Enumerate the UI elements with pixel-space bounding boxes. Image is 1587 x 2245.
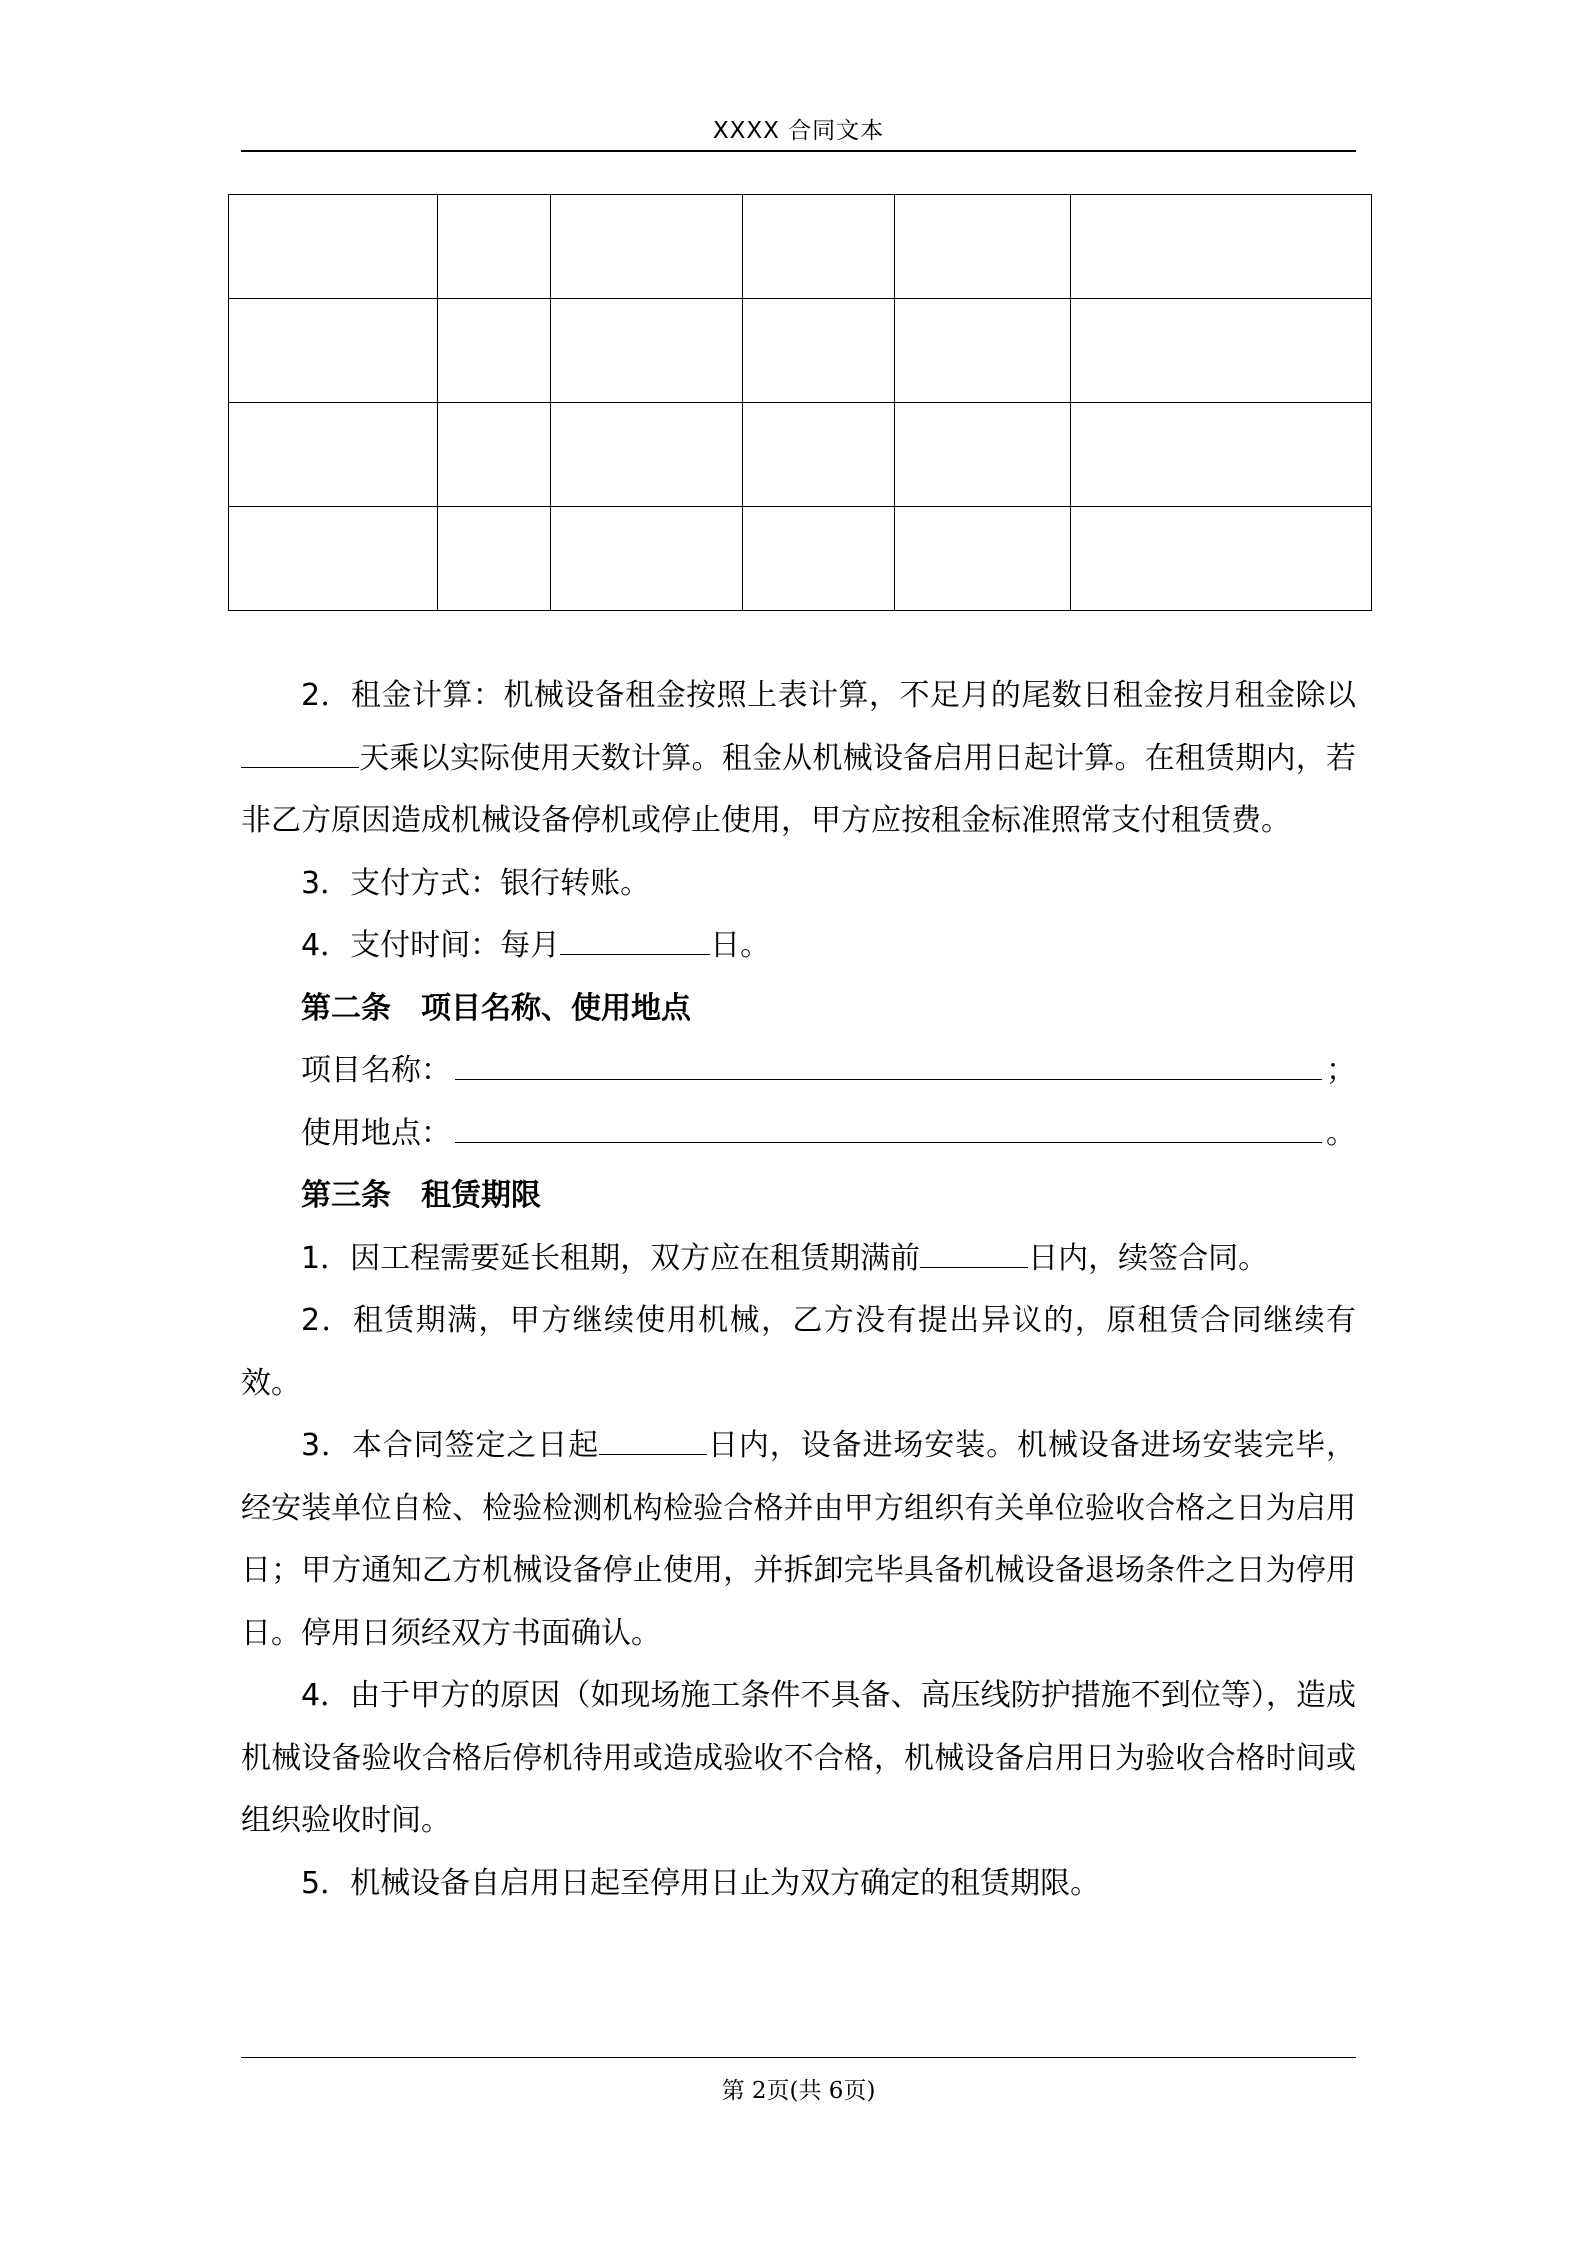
- page-header-title: XXXX 合同文本: [712, 118, 885, 144]
- table-cell: [438, 403, 551, 507]
- project-name-label: 项目名称：: [301, 1053, 451, 1088]
- renewal-days-blank[interactable]: [920, 1237, 1028, 1268]
- table-cell: [551, 403, 743, 507]
- rental-table: [228, 194, 1372, 611]
- lease-extension-text-a: 1．因工程需要延长租期，双方应在租赁期满前: [301, 1240, 921, 1276]
- table-cell: [551, 299, 743, 403]
- table-cell: [1071, 507, 1372, 611]
- days-divisor-blank[interactable]: [241, 737, 359, 768]
- table-cell: [743, 507, 895, 611]
- project-name-blank[interactable]: [455, 1052, 1322, 1080]
- table-row: [229, 507, 1372, 611]
- rent-calculation-text-b: 天乘以实际使用天数计算。租金从机械设备启用日起计算。在租赁期内，若非乙方原因造成机械设备停机或停止使用，甲方应按租金标准照常支付租赁费。: [241, 740, 1356, 838]
- table-cell: [229, 195, 438, 299]
- payment-time-paragraph: [241, 915, 1356, 978]
- payment-method-paragraph: 3．支付方式：银行转账。: [301, 865, 651, 901]
- lease-term-paragraph: 5．机械设备自启用日起至停用日止为双方确定的租赁期限。: [301, 1865, 1101, 1901]
- table-row: [229, 299, 1372, 403]
- use-location-blank[interactable]: [455, 1115, 1322, 1143]
- use-location-line: [241, 1103, 1356, 1166]
- table-cell: [895, 403, 1071, 507]
- lease-extension-paragraph: [241, 1228, 1356, 1291]
- table-cell: [438, 507, 551, 611]
- lease-expiry-paragraph: 2．租赁期满，甲方继续使用机械，乙方没有提出异议的，原租赁合同继续有效。: [241, 1303, 1356, 1401]
- table-cell: [743, 403, 895, 507]
- table-cell: [895, 195, 1071, 299]
- table-row: [229, 403, 1372, 507]
- project-name-end: ；: [1326, 1053, 1356, 1088]
- party-a-cause-paragraph: 4．由于甲方的原因（如现场施工条件不具备、高压线防护措施不到位等），造成机械设备验收合格后停机待用或造成验收不合格，机械设备启用日为验收合格时间或组织验收时间。: [241, 1678, 1356, 1838]
- installation-days-blank[interactable]: [599, 1424, 707, 1455]
- article-3-heading: 第三条 租赁期限: [301, 1178, 541, 1213]
- lease-extension-text-b: 日内，续签合同。: [1028, 1240, 1269, 1276]
- payment-time-text-b: 日。: [710, 928, 771, 963]
- table-cell: [895, 507, 1071, 611]
- rent-calculation-text-a: 2．租金计算：机械设备租金按照上表计算，不足月的尾数日租金按月租金除以: [301, 678, 1356, 713]
- rent-calculation-paragraph: [241, 665, 1356, 853]
- table-cell: [551, 195, 743, 299]
- use-location-label: 使用地点：: [301, 1115, 451, 1151]
- table-cell: [1071, 195, 1372, 299]
- project-name-line: [241, 1040, 1356, 1103]
- table-cell: [229, 299, 438, 403]
- installation-text-a: 3．本合同签定之日起: [301, 1428, 600, 1463]
- page-number: 第 2页(共 6页): [721, 2078, 876, 2104]
- table-cell: [1071, 299, 1372, 403]
- table-row: [229, 195, 1372, 299]
- table-cell: [1071, 403, 1372, 507]
- table-cell: [551, 507, 743, 611]
- use-location-end: 。: [1326, 1115, 1356, 1151]
- table-cell: [229, 403, 438, 507]
- header-divider: [241, 150, 1356, 152]
- footer-divider: [241, 2057, 1356, 2058]
- installation-paragraph: [241, 1415, 1356, 1665]
- table-cell: [438, 299, 551, 403]
- table-cell: [743, 195, 895, 299]
- article-2-heading: 第二条 项目名称、使用地点: [301, 990, 691, 1026]
- table-cell: [438, 195, 551, 299]
- installation-text-b: 日内，设备进场安装。机械设备进场安装完毕，经安装单位自检、检验检测机构检验合格并由甲方组织有关单位验收合格之日为启用日；甲方通知乙方机械设备停止使用，并拆卸完毕具备机械设备退场条件之日为停用日。停用日须经双方书面确认。: [241, 1428, 1356, 1651]
- contract-body: [241, 665, 1356, 1915]
- payment-time-text-a: 4．支付时间：每月: [301, 928, 561, 963]
- table-cell: [229, 507, 438, 611]
- table-cell: [895, 299, 1071, 403]
- table-cell: [743, 299, 895, 403]
- rental-table-body: [229, 195, 1372, 611]
- payment-day-blank[interactable]: [560, 924, 710, 955]
